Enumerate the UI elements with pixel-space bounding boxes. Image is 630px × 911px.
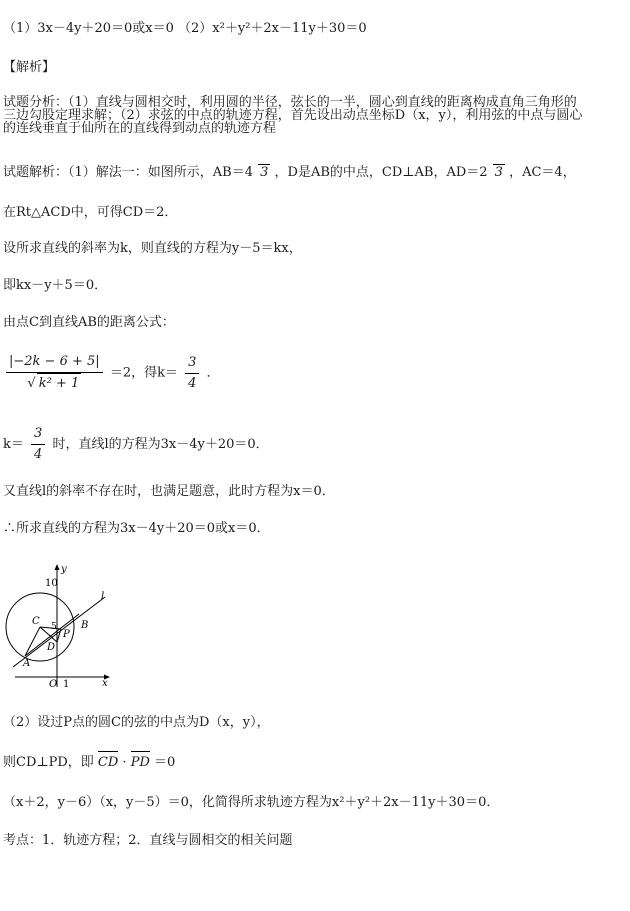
analysis-line-3: 的连线垂直于仙所在的直线得到动点的轨迹方程 [3,121,277,136]
step-distance-formula: 由点C到直线AB的距离公式： [3,315,175,330]
sqrt-three-1: 3 [260,165,269,180]
label-five: 5 [51,622,57,632]
step-vertical: 又直线l的斜率不存在时，也满足题意，此时方程为x＝0． [3,484,335,499]
vector-cd: CD [97,755,119,770]
step-slope: 设所求直线的斜率为k，则直线的方程为y－5＝kx， [3,241,302,256]
conclusion: ∴所求直线的方程为3x－4y＋20＝0或x＝0． [3,521,270,536]
k-line-fraction [31,424,45,465]
step-rt-triangle: 在Rt△ACD中，可得CD＝2． [3,205,178,220]
label-c: C [32,616,40,627]
solution-intro [3,164,576,181]
label-origin: O [49,679,58,690]
distance-denominator: √ k² + 1 [6,373,103,394]
answer-line: （1）3x－4y＋20＝0或x＝0 （2）x²＋y²＋2x－11y＋30＝0 [3,21,367,36]
label-d: D [47,642,56,653]
part2-line2-tail: ＝0 [154,755,176,770]
label-b: B [81,620,89,631]
line-l [13,597,105,667]
k-line-numerator: 3 [31,424,45,445]
k-result-line [3,424,269,465]
label-one: 1 [63,679,70,690]
k-tail: ． [206,365,220,381]
distance-tail: ＝2，得k＝ [109,365,178,381]
distance-fraction [6,352,103,394]
dot-operator: · [122,755,127,770]
section-title: 【解析】 [3,60,56,75]
k-denominator: 4 [188,375,197,391]
k-line-denominator: 4 [34,447,43,462]
step-line-equation: 即kx－y＋5＝0． [3,278,108,293]
solution-intro-b: ，D是AB的中点，CD⊥AB，AD＝2 [274,165,488,180]
circle-line-figure [5,562,130,692]
y-axis-arrow [55,564,60,570]
k-line-tail: 时，直线l的方程为3x－4y＋20＝0． [52,437,269,452]
part2-line-1: （2）设过P点的圆C的弦的中点为D（x，y）， [3,715,270,730]
solution-intro-a: 试题解析：（1）解法一：如图所示，AB＝4 [3,165,253,180]
k-line-head: k＝ [3,437,24,452]
part2-line-3: （x＋2，y－6）（x，y－5）＝0，化简得所求轨迹方程为x²＋y²＋2x－11y＋30＝0． [3,795,500,810]
sqrt-three-2: 3 [494,165,503,180]
k-fraction [185,353,199,394]
label-y: y [61,564,67,575]
label-x: x [102,678,108,689]
distance-numerator: |−2k − 6 + 5| [6,352,103,373]
distance-formula [3,352,220,394]
label-ten: 10 [45,578,58,589]
k-numerator: 3 [185,353,199,374]
part2-line2-head: 则CD⊥PD，即 [3,755,94,770]
analysis-line-1: 试题分析：（1）直线与圆相交时，利用圆的半径，弦长的一半，圆心到直线的距离构成直角三角形的 [3,95,577,110]
analysis-line-2: 三边勾股定理求解；（2）求弦的中点的轨迹方程，首先设出动点坐标D（x，y），利用弦的中点与圆心 [3,108,583,123]
label-a: A [23,658,31,669]
part2-line-2 [3,755,175,771]
footer-topics: 考点：1．轨迹方程；2．直线与圆相交的相关问题 [3,833,293,848]
vector-pd: PD [130,755,150,770]
label-l: l [101,591,105,602]
solution-intro-c: ，AC＝4， [509,165,576,180]
label-p: P [63,629,70,640]
